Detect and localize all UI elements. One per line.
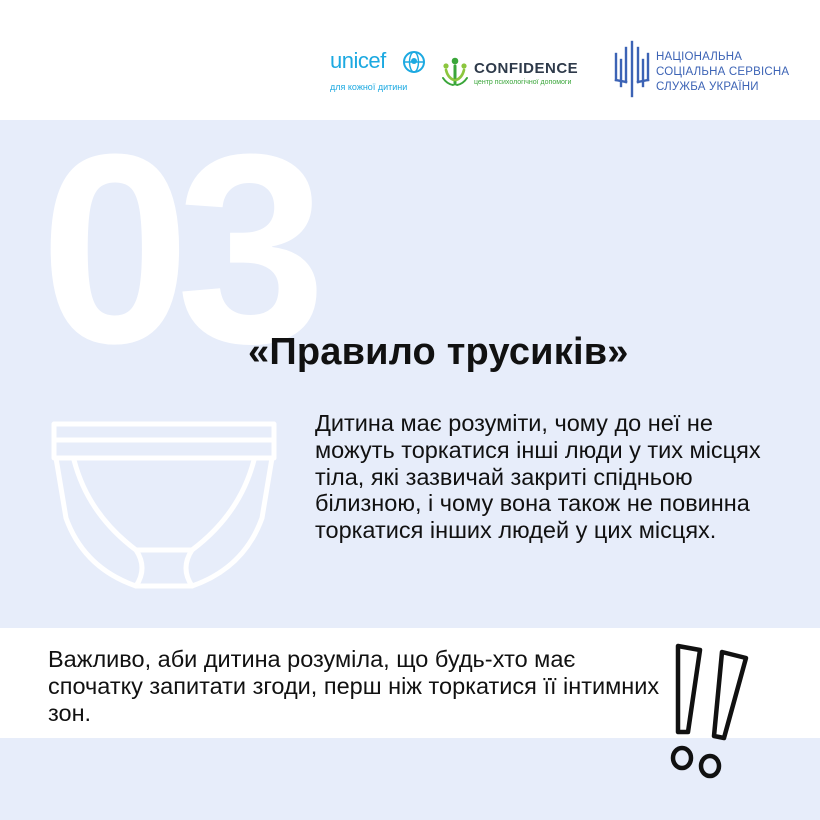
double-exclamation-icon: [648, 636, 768, 786]
unicef-globe-icon: [402, 50, 426, 74]
confidence-wordmark: CONFIDENCE: [474, 60, 579, 77]
nssu-name-line2: СОЦІАЛЬНА СЕРВІСНА: [656, 66, 790, 78]
unicef-wordmark: unicef: [330, 48, 386, 73]
people-leaf-icon: [440, 56, 470, 88]
confidence-logo: [440, 56, 600, 96]
unicef-logo: [330, 48, 430, 98]
confidence-tagline: центр психологічної допомоги: [474, 79, 572, 86]
nssu-logo: [612, 40, 802, 100]
rule-description: Дитина має розуміти, чому до неї не можуть торкатися інші люди у тих місцях тіла, які зазвичай закриті спідньою білизною, і чому вона також не повинна торкатися інших людей у цих місцях.: [315, 410, 761, 544]
rule-title: «Правило трусиків»: [248, 331, 629, 373]
rule-panel: [0, 120, 820, 628]
header: [0, 0, 820, 120]
rule-number: 03: [40, 120, 313, 400]
unicef-tagline: для кожної дитини: [330, 82, 408, 92]
nssu-name-line1: НАЦІОНАЛЬНА: [656, 51, 743, 63]
underwear-icon: [44, 418, 284, 598]
nssu-name-line3: СЛУЖБА УКРАЇНИ: [656, 81, 759, 93]
important-note: Важливо, аби дитина розуміла, що будь-хто має спочатку запитати згоди, перш ніж торкатися її інтимних зон.: [48, 646, 660, 726]
trident-icon: [612, 40, 652, 98]
